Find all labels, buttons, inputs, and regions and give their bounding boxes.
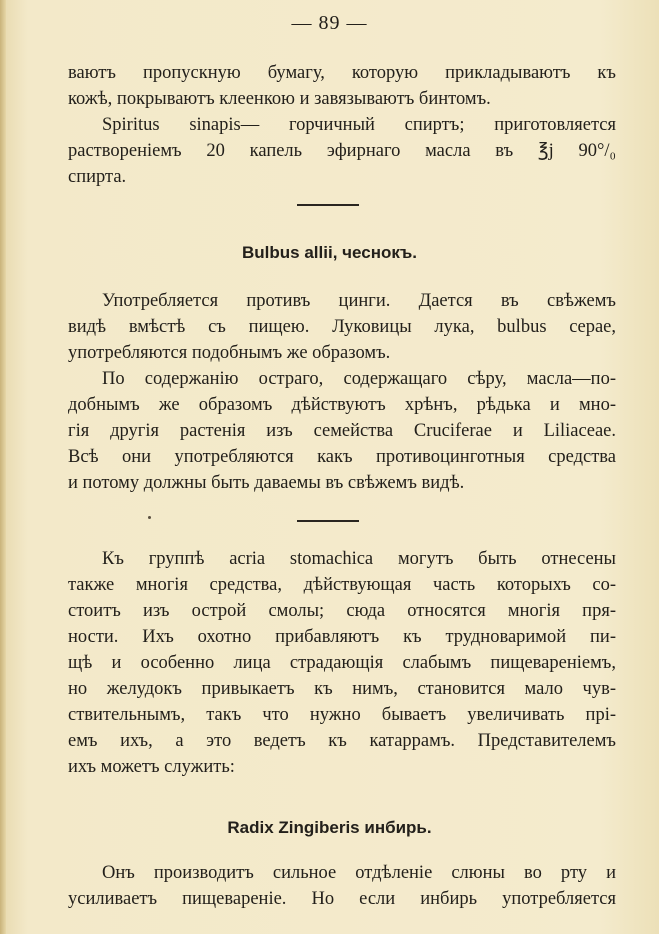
text-line: гія другія растенія изъ семейства Cruciferae и Liliaceae.: [68, 421, 616, 441]
text-line: усиливаетъ пищевареніе. Но если инбирь употребляется: [68, 889, 616, 909]
text-line: емъ ихъ, а это ведетъ къ катаррамъ. Представителемъ: [68, 731, 616, 751]
text-line: но желудокъ привыкаетъ къ нимъ, становится мало чув-: [68, 679, 616, 699]
text-line: щѣ и особенно лица страдающія слабымъ пищевареніемъ,: [68, 653, 616, 673]
text-line: По содержанію остраго, содержащаго сѣру, масла—по-: [102, 369, 616, 389]
section-divider: [297, 520, 359, 522]
text-line: ихъ можетъ служить:: [68, 757, 235, 777]
section-heading-bulbus-allii: Bulbus allii, чеснокъ.: [242, 243, 417, 262]
text-line: раствореніемъ 20 капель эфирнаго масла въ ℥j 90°/₀: [68, 141, 616, 161]
text-line: и потому должны быть даваемы въ свѣжемъ видѣ.: [68, 473, 465, 493]
text-line: стоитъ изъ острой смолы; сюда относятся многія пря-: [68, 601, 616, 621]
section-heading-radix-zingiberis: Radix Zingiberis инбирь.: [227, 818, 432, 837]
paragraph-ginger: [68, 860, 616, 912]
text-line: добнымъ же образомъ дѣйствуютъ хрѣнъ, рѣдька и мно-: [68, 395, 616, 415]
page-edge: [0, 0, 6, 934]
paragraph-spiritus-sinapis: [68, 112, 616, 190]
text-line: употребляются подобнымъ же образомъ.: [68, 343, 391, 363]
text-line: кожѣ, покрываютъ клеенкою и завязываютъ бинтомъ.: [68, 89, 491, 109]
text-line: ствительнымъ, такъ что нужно бываетъ увеличивать прі-: [68, 705, 616, 725]
page-number: — 89 —: [291, 12, 368, 34]
paragraph-garlic-use: [68, 288, 616, 366]
text-line: также многія средства, дѣйствующая часть которыхъ со-: [68, 575, 616, 595]
ink-speck: [148, 516, 151, 519]
text-line: Къ группѣ acria stomachica могутъ быть отнесены: [102, 549, 616, 569]
text-line: спирта.: [68, 167, 127, 187]
text-line: Spiritus sinapis— горчичный спиртъ; приготовляется: [102, 115, 616, 135]
text-line: Употребляется противъ цинги. Дается въ свѣжемъ: [102, 291, 616, 311]
paragraph-acria-stomachica: [68, 546, 616, 780]
text-line: Всѣ они употребляются какъ противоцинготныя средства: [68, 447, 616, 467]
paragraph-bandage: [68, 60, 616, 112]
section-divider: [297, 204, 359, 206]
text-line: ваютъ пропускную бумагу, которую прикладываютъ къ: [68, 63, 616, 83]
text-line: Онъ производитъ сильное отдѣленіе слюны во рту и: [102, 863, 616, 883]
text-line: ности. Ихъ охотно прибавляютъ къ трудноваримой пи-: [68, 627, 616, 647]
paragraph-sulfur-oil: [68, 366, 616, 496]
text-line: видѣ вмѣстѣ съ пищею. Луковицы лука, bulbus cepae,: [68, 317, 616, 337]
